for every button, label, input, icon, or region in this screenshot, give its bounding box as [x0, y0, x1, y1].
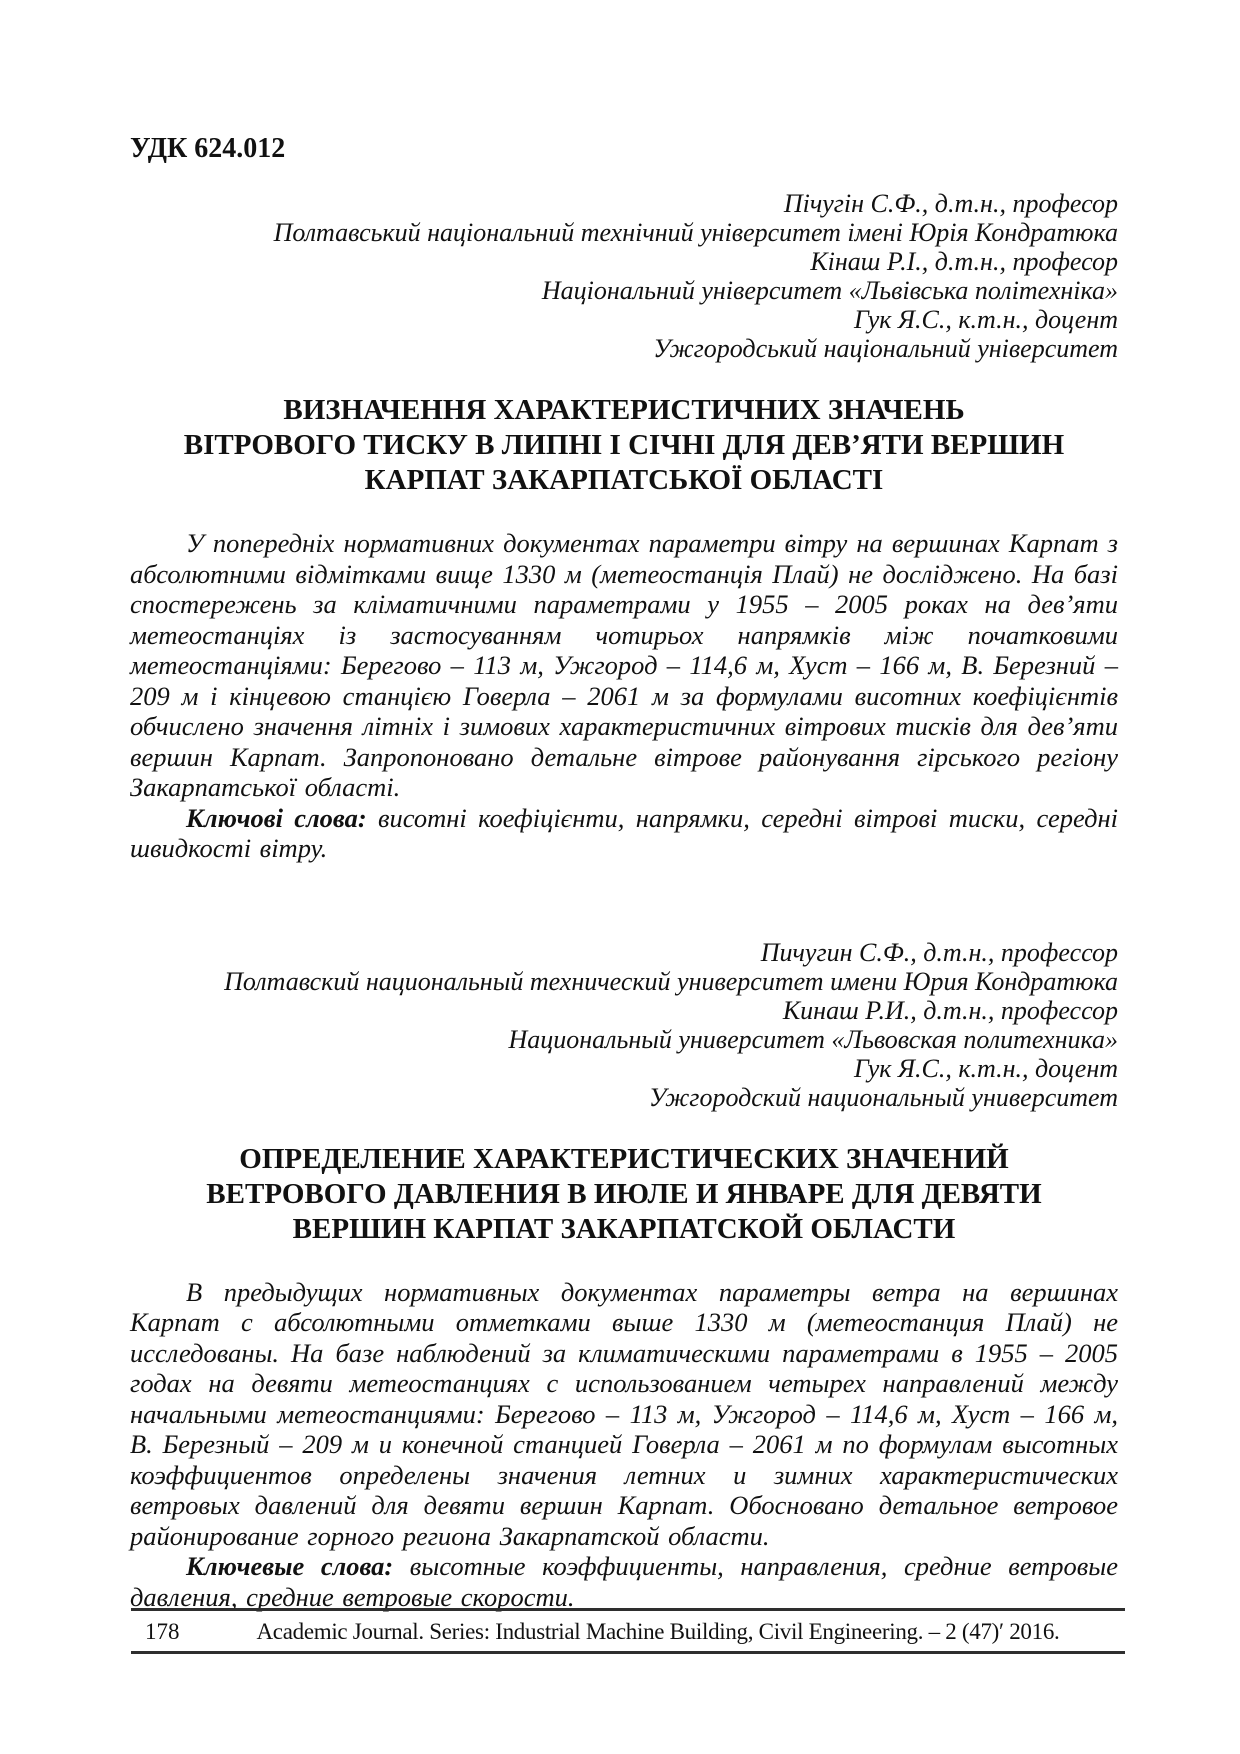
ua-keywords-text: висотні коефіцієнти, напрямки, середні вітрові тиски, середні швидкості вітру.: [130, 802, 1118, 863]
ua-title-line: КАРПАТ ЗАКАРПАТСЬКОЇ ОБЛАСТІ: [364, 464, 884, 496]
ru-abstract: В предыдущих нормативных документах параметры ветра на вершинах Карпат с абсолютными отметками выше 1330 м (метеостанция Плай) не исследованы. На базе наблюдений за климатическими параметрами в 1955 – 2005 годах на девяти метеостанциях с использованием четырех направлений между начальными метеостанциями: Берегово – 113 м, Ужгород – 114,6 м, Хуст – 166 м, В. Березный – 209 м и конечной станцией Говерла – 2061 м по формулам высотных коэффициентов определены значения летних и зимних характеристических ветровых давлений для девяти вершин Карпат. Обосновано детальное ветровое районирование горного региона Закарпатской области.: [130, 1276, 1118, 1551]
ua-affiliation-line: Полтавський національний технічний університет імені Юрія Кондратюка: [273, 218, 1118, 247]
ru-affiliation-line: Национальный университет «Львовская политехника»: [508, 1024, 1118, 1054]
ua-abstract: У попередніх нормативних документах параметри вітру на вершинах Карпат з абсолютними відмітками вище 1330 м (метеостанція Плай) не досліджено. На базі спостережень за кліматичними параметрами у 1955 – 2005 роках на дев’яти метеостанціях із застосуванням чотирьох напрямків між початковими метеостанціями: Берегово – 113 м, Ужгород – 114,6 м, Хуст – 166 м, В. Березний – 209 м і кінцевою станцією Говерла – 2061 м за формулами висотних коефіцієнтів обчислено значення літніх і зимових характеристичних вітрових тисків для дев’яти вершин Карпат. Запропоновано детальне вітрове районування гірського регіону Закарпатської області.: [130, 528, 1118, 802]
ua-author-block: [130, 189, 1118, 363]
ua-keywords: [130, 803, 1118, 864]
ru-title-line: ВЕТРОВОГО ДАВЛЕНИЯ В ИЮЛЕ И ЯНВАРЕ ДЛЯ ДЕВЯТИ: [206, 1177, 1042, 1210]
ua-author-line: Гук Я.С., к.т.н., доцент: [854, 305, 1118, 334]
ua-author-line: Пічугін С.Ф., д.т.н., професор: [783, 189, 1118, 218]
ua-affiliation-line: Ужгородський національний університет: [653, 334, 1118, 363]
ru-keywords: [130, 1551, 1118, 1612]
footer-inner: [131, 1611, 1125, 1651]
ru-author-block: [130, 938, 1118, 1112]
ua-author-line: Кінаш Р.І., д.т.н., професор: [810, 247, 1118, 276]
ru-title-line: ВЕРШИН КАРПАТ ЗАКАРПАТСКОЙ ОБЛАСТИ: [292, 1212, 956, 1245]
ua-title-line: ВІТРОВОГО ТИСКУ В ЛИПНІ І СІЧНІ ДЛЯ ДЕВ’ЯТИ ВЕРШИН: [183, 429, 1065, 461]
ru-affiliation-line: Полтавский национальный технический университет имени Юрия Кондратюка: [224, 966, 1118, 996]
ua-keywords-label: Ключові слова:: [186, 802, 367, 833]
ua-article-title: [130, 393, 1118, 498]
ru-author-line: Пичугин С.Ф., д.т.н., профессор: [760, 937, 1118, 967]
ua-title-line: ВИЗНАЧЕННЯ ХАРАКТЕРИСТИЧНИХ ЗНАЧЕНЬ: [283, 394, 965, 426]
ru-keywords-label: Ключевые слова:: [186, 1551, 394, 1581]
page-number: 178: [145, 1619, 180, 1644]
page-footer: [131, 1608, 1125, 1654]
ru-article-title: [130, 1142, 1118, 1247]
ru-affiliation-line: Ужгородский национальный университет: [648, 1082, 1118, 1112]
ru-author-line: Кинаш Р.И., д.т.н., профессор: [782, 995, 1118, 1025]
ru-keywords-text: высотные коэффициенты, направления, средние ветровые давления, средние ветровые скорости.: [130, 1551, 1118, 1612]
ua-affiliation-line: Національний університет «Львівська політехніка»: [541, 276, 1118, 305]
udc-code: УДК 624.012: [130, 133, 286, 164]
page-content: [130, 0, 1118, 1612]
ru-title-line: ОПРЕДЕЛЕНИЕ ХАРАКТЕРИСТИЧЕСКИХ ЗНАЧЕНИЙ: [239, 1142, 1009, 1175]
journal-title: Academic Journal. Series: Industrial Machine Building, Civil Engineering. – 2 (47)′ 2016.: [256, 1619, 1060, 1644]
ru-author-line: Гук Я.С., к.т.н., доцент: [854, 1053, 1118, 1083]
